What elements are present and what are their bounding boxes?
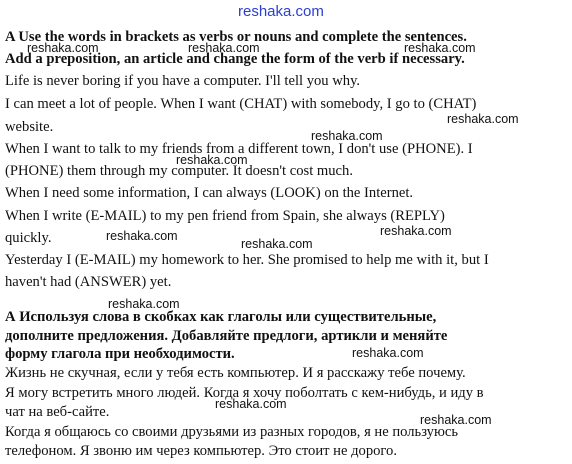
watermark: reshaka.com bbox=[108, 297, 180, 311]
english-text-line: (PHONE) them through my computer. It doesn't cost much. bbox=[5, 163, 353, 179]
watermark: reshaka.com bbox=[404, 41, 476, 55]
english-text-line: Life is never boring if you have a computer. I'll tell you why. bbox=[5, 73, 361, 89]
english-text-line: haven't had (ANSWER) yet. bbox=[5, 274, 172, 290]
watermark: reshaka.com bbox=[215, 397, 287, 411]
english-text-line: When I write (E-MAIL) to my pen friend from Spain, she always (REPLY) bbox=[5, 208, 445, 224]
watermark: reshaka.com bbox=[420, 413, 492, 427]
russian-task-subtitle: форму глагола при необходимости. bbox=[5, 346, 235, 362]
russian-task-subtitle: дополните предложения. Добавляйте предлоги, артикли и меняйте bbox=[5, 328, 448, 344]
watermark: reshaka.com bbox=[188, 41, 260, 55]
english-text-line: When I need some information, I can always (LOOK) on the Internet. bbox=[5, 185, 414, 201]
russian-task-title: А Используя слова в скобках как глаголы или существительные, bbox=[5, 309, 437, 325]
watermark: reshaka.com bbox=[352, 346, 424, 360]
english-text-line: I can meet a lot of people. When I want (CHAT) with somebody, I go to (CHAT) bbox=[5, 96, 477, 112]
english-text-line: Yesterday I (E-MAIL) my homework to her. She promised to help me with it, but I bbox=[5, 252, 489, 268]
russian-text-line: чат на веб-сайте. bbox=[5, 404, 110, 420]
watermark-top: reshaka.com bbox=[238, 3, 324, 20]
russian-text-line: Я могу встретить много людей. Когда я хочу поболтать с кем-нибудь, и иду в bbox=[5, 385, 484, 401]
english-task-subtitle: Add a preposition, an article and change the form of the verb if necessary. bbox=[5, 51, 465, 67]
watermark: reshaka.com bbox=[311, 129, 383, 143]
watermark: reshaka.com bbox=[176, 153, 248, 167]
english-text-line: quickly. bbox=[5, 230, 52, 246]
english-task-title: A Use the words in brackets as verbs or nouns and complete the sentences. bbox=[5, 29, 467, 45]
english-text-line: website. bbox=[5, 119, 54, 135]
russian-text-line: Когда я общаюсь со своими друзьями из разных городов, я не пользуюсь bbox=[5, 424, 459, 440]
english-text-line: When I want to talk to my friends from a different town, I don't use (PHONE). I bbox=[5, 141, 473, 157]
watermark: reshaka.com bbox=[241, 237, 313, 251]
russian-text-line: телефоном. Я звоню им через компьютер. Это стоит не дорого. bbox=[5, 443, 397, 459]
russian-text-line: Жизнь не скучная, если у тебя есть компьютер. И я расскажу тебе почему. bbox=[5, 365, 466, 381]
watermark: reshaka.com bbox=[447, 112, 519, 126]
watermark: reshaka.com bbox=[106, 229, 178, 243]
watermark: reshaka.com bbox=[380, 224, 452, 238]
watermark: reshaka.com bbox=[27, 41, 99, 55]
